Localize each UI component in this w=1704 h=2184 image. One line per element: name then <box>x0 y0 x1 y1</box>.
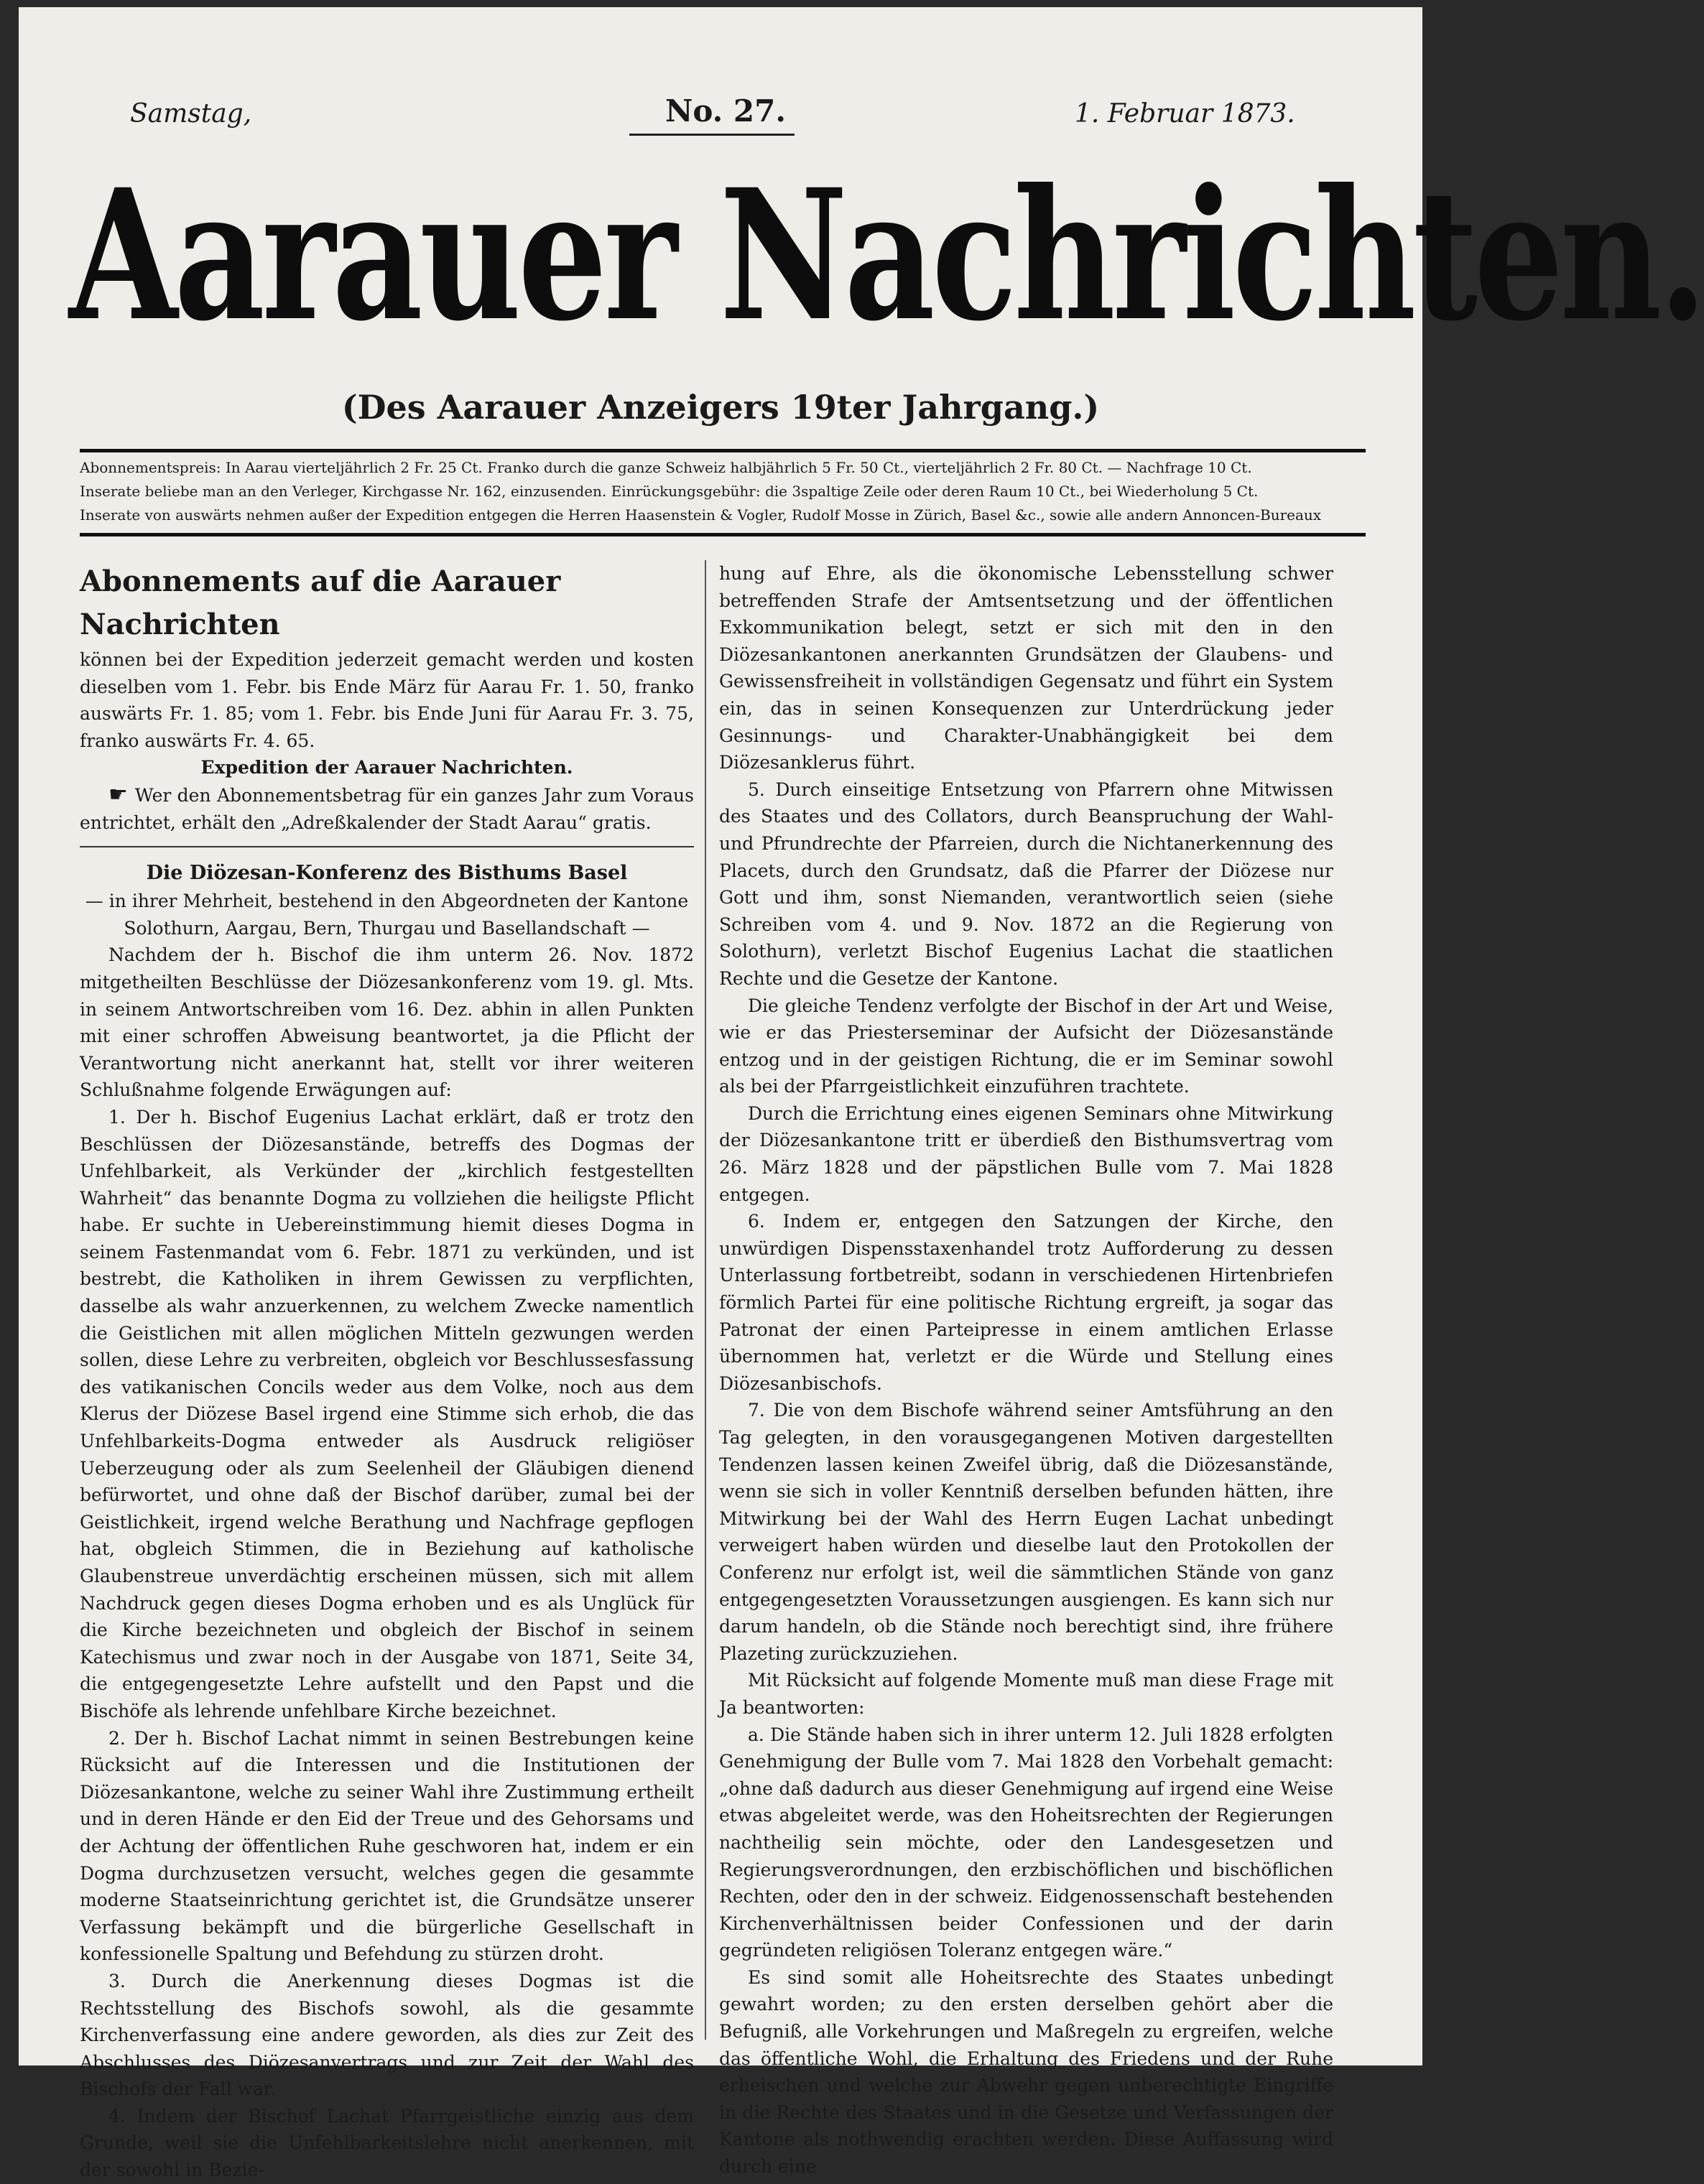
column-divider <box>705 560 706 2040</box>
left-column <box>80 560 694 2181</box>
subscription-line-1: Abonnementspreis: In Aarau vierteljährlich 2 Fr. 25 Ct. Franko durch die ganze Schweiz halbjährlich 5 Fr. 50 Ct., vierteljährlich 2 Fr. 80 Ct. — Nachfrage 10 Ct. <box>80 459 1252 476</box>
issue-day: Samstag, <box>130 99 252 129</box>
article-subheading: — in ihrer Mehrheit, bestehend in den Abgeordneten der Kantone Solothurn, Aargau, Bern, Thurgau und Basellandschaft — <box>85 891 689 939</box>
article-paragraph: 4. Indem der Bischof Lachat Pfarrgeistliche einzig aus dem Grunde, weil sie die Unfehlbarkeitslehre nicht anerkennen, mit der sowohl in Bezie- <box>80 2105 694 2181</box>
ornament-rule <box>629 134 795 140</box>
article-paragraph: 3. Durch die Anerkennung dieses Dogmas ist die Rechtsstellung des Bischofs sowohl, als die gesammte Kirchenverfassung eine andere geworden, als dies zur Zeit des Abschlusses des Diözesanvertrags und zur Zeit der Wahl des Bischofs der Fall war. <box>80 1970 694 2100</box>
article-paragraph: Nachdem der h. Bischof die ihm unterm 26. Nov. 1872 mitgetheilten Beschlüsse der Diözesankonferenz vom 19. gl. Mts. in seinem Antwortschreiben vom 16. Dez. abhin in allen Punkten mit einer schroffen Abweisung beantwortet, ja die Pflicht der Verantwortung nicht anerkannt hat, stellt vor ihrer weiteren Schlußnahme folgende Erwägungen auf: <box>80 944 694 1101</box>
masthead-dateline <box>19 93 1422 136</box>
pointing-hand-icon: ☛ <box>108 781 128 807</box>
article-paragraph: 5. Durch einseitige Entsetzung von Pfarrern ohne Mitwissen des Staates und des Collators, durch Beanspruchung der Wahl- und Pfrundrechte der Pfarreien, durch die Nichtanerkennung des Placets, durch den Grundsatz, daß die Pfarrer der Diözese nur Gott und ihm, sonst Niemanden, verantwortlich seien (siehe Schreiben vom 4. und 9. Nov. 1872 an die Regierung von Solothurn), verletzt Bischof Eugenius Lachat die staatlichen Rechte und die Gesetze der Kantone. <box>719 779 1333 989</box>
article-paragraph: 2. Der h. Bischof Lachat nimmt in seinen Bestrebungen keine Rücksicht auf die Interessen und die Institutionen der Diözesankantone, welche zu seiner Wahl ihre Zustimmung ertheilt und in deren Hände er den Eid der Treue und des Gehorsams und der Achtung der öffentlichen Ruhe geschworen hat, indem er ein Dogma durchzusetzen versucht, welches gegen die gesammte moderne Staatseinrichtung gerichtet ist, die Grundsätze unserer Verfassung bekämpft und die bürgerliche Gesellschaft in konfessionelle Spaltung und Befehdung zu stürzen droht. <box>80 1727 694 1965</box>
article-paragraph: hung auf Ehre, als die ökonomische Lebensstellung schwer betreffenden Strafe der Amtsentsetzung und der öffentlichen Exkommunikation belegt, setzt er sich mit den in den Diözesankantonen anerkannten Grundsätzen der Glaubens- und Gewissensfreiheit in vollständigen Gegensatz und führt ein System ein, das in seinen Konsequenzen zur Unterdrückung jeder Gesinnungs- und Charakter-Unabhängigkeit bei dem Diözesanklerus führt. <box>719 563 1333 773</box>
notice-heading: Abonnements auf die Aarauer Nachrichten <box>80 564 561 641</box>
subscription-line-3: Inserate von auswärts nehmen außer der Expedition entgegen die Herren Haasenstein & Vogler, Rudolf Mosse in Zürich, Basel &c., sowie alle andern Annoncen-Bureaux <box>80 506 1322 524</box>
article-paragraph: 6. Indem er, entgegen den Satzungen der Kirche, den unwürdigen Dispensstaxenhandel trotz Aufforderung zu dessen Unterlassung fortbetreibt, sodann in verschiedenen Hirtenbriefen förmlich Partei für eine politische Richtung ergreift, ja sogar das Patronat der einen Parteipresse in einem amtlichen Erlasse übernommen hat, verletzt er die Würde und Stellung eines Diözesanbischofs. <box>719 1211 1333 1394</box>
notice-extra: Wer den Abonnementsbetrag für ein ganzes Jahr zum Voraus entrichtet, erhält den „Adreßkalender der Stadt Aarau“ gratis. <box>80 784 694 833</box>
newspaper-subtitle: (Des Aarauer Anzeigers 19ter Jahrgang.) <box>341 388 1100 427</box>
notice-signature: Expedition der Aarauer Nachrichten. <box>200 757 573 779</box>
newspaper-title: Aarauer Nachrichten. <box>69 149 1704 361</box>
article-heading: Die Diözesan-Konferenz des Bisthums Basel <box>146 862 628 885</box>
article-paragraph: Es sind somit alle Hoheitsrechte des Staates unbedingt gewahrt worden; zu den ersten derselben gehört aber die Befugniß, alle Vorkehrungen und Maßregeln zu ergreifen, welche das öffentliche Wohl, die Erhaltung des Friedens und der Ruhe erheischen und welche zur Abwehr gegen unberechtigte Eingriffe in die Rechte des Staates und in die Gesetze und Verfassungen der Kantone als nothwendig erachten werden. Diese Auffassung wird durch eine <box>719 1966 1333 2178</box>
newspaper-page <box>19 7 1704 2181</box>
issue-date: 1. Februar 1873. <box>1075 99 1295 129</box>
right-column <box>719 560 1333 2178</box>
header-rule-bottom <box>80 533 1366 536</box>
subscription-line-2: Inserate beliebe man an den Verleger, Kirchgasse Nr. 162, einzusenden. Einrückungsgebühr: die 3spaltige Zeile oder deren Raum 10 Ct., bei Wiederholung 5 Ct. <box>80 483 1259 500</box>
section-separator <box>80 846 694 847</box>
article-paragraph: Mit Rücksicht auf folgende Momente muß man diese Frage mit Ja beantworten: <box>719 1670 1333 1718</box>
notice-text: können bei der Expedition jederzeit gemacht werden und kosten dieselben vom 1. Febr. bis Ende März für Aarau Fr. 1. 50, franko auswärts Fr. 1. 85; vom 1. Febr. bis Ende Juni für Aarau Fr. 3. 75, franko auswärts Fr. 4. 65. <box>80 649 694 751</box>
article-paragraph: a. Die Stände haben sich in ihrer unterm 12. Juli 1828 erfolgten Genehmigung der Bulle vom 7. Mai 1828 den Vorbehalt gemacht: „ohne daß dadurch aus dieser Genehmigung auf irgend eine Weise etwas abgeleitet werde, was den Hoheitsrechten der Regierungen nachtheilig sein möchte, oder den Landesgesetzen und Regierungsverordnungen, den erzbischöflichen und bischöflichen Rechten, oder den in der schweiz. Eidgenossenschaft bestehenden Kirchenverhältnissen beider Confessionen und der darin gegründeten religiösen Toleranz entgegen wäre.“ <box>719 1724 1333 1961</box>
notice-extra-paragraph <box>80 781 694 836</box>
article-paragraph: Die gleiche Tendenz verfolgte der Bischof in der Art und Weise, wie er das Priesterseminar der Aufsicht der Diözesanstände entzog und in der geistigen Richtung, die er im Seminar sowohl als bei der Pfarrgeistlichkeit einzuführen trachtete. <box>719 995 1333 1097</box>
issue-number: No. 27. <box>665 93 786 129</box>
header-rule-top <box>80 449 1366 452</box>
article-paragraph: Durch die Errichtung eines eigenen Seminars ohne Mitwirkung der Diözesankantone tritt er überdieß den Bisthumsvertrag vom 26. März 1828 und der päpstlichen Bulle vom 7. Mai 1828 entgegen. <box>719 1102 1333 1205</box>
article-paragraph: 7. Die von dem Bischofe während seiner Amtsführung an den Tag gelegten, in den vorausgegangenen Motiven dargestellten Tendenzen lassen keinen Zweifel übrig, daß die Diözesanstände, wenn sie sich in voller Kenntniß derselben befunden hätten, ihre Mitwirkung bei der Wahl des Herrn Eugen Lachat unbedingt verweigert haben würden und dieselbe laut den Protokollen der Conferenz nur erfolgt ist, weil die sämmtlichen Stände von ganz entgegengesetzten Voraussetzungen ausgiengen. Es kann sich nur darum handeln, ob die Stände noch berechtigt sind, ihre frühere Plazeting zurückzuziehen. <box>719 1400 1333 1664</box>
article-paragraph: 1. Der h. Bischof Eugenius Lachat erklärt, daß er trotz den Beschlüssen der Diözesanstände, betreffs des Dogmas der Unfehlbarkeit, als Verkünder der „kirchlich festgestellten Wahrheit“ das benannte Dogma zu vollziehen die heiligste Pflicht habe. Er suchte in Uebereinstimmung hiemit dieses Dogma in seinem Fastenmandat vom 6. Febr. 1871 zu verkünden, und ist bestrebt, die Katholiken in ihrem Gewissen zu verpflichten, dasselbe als wahr anzuerkennen, zu welchem Zwecke namentlich die Geistlichen mit allen möglichen Mitteln gezwungen werden sollen, diese Lehre zu verbreiten, obgleich vor Beschlussesfassung des vatikanischen Concils weder aus dem Volke, noch aus dem Klerus der Diözese Basel irgend eine Stimme sich erhob, die das Unfehlbarkeits-Dogma entweder als Ausdruck religiöser Ueberzeugung oder als zum Seelenheil der Gläubigen dienend befürwortet, und ohne daß der Bischof darüber, zumal bei der Geistlichkeit, irgend welche Berathung und Nachfrage gepflogen hat, obgleich Stimmen, die in Beziehung auf katholische Glaubenstreue unverdächtig erscheinen müssen, sich mit allem Nachdruck gegen dieses Dogma erhoben und es als Unglück für die Kirche bezeichneten und obgleich der Bischof in seinem Katechismus und zwar noch in der Ausgabe von 1871, Seite 34, die entgegengesetzte Lehre aufstellt und den Papst und die Bischöfe als lehrende unfehlbare Kirche bezeichnet. <box>80 1106 694 1721</box>
